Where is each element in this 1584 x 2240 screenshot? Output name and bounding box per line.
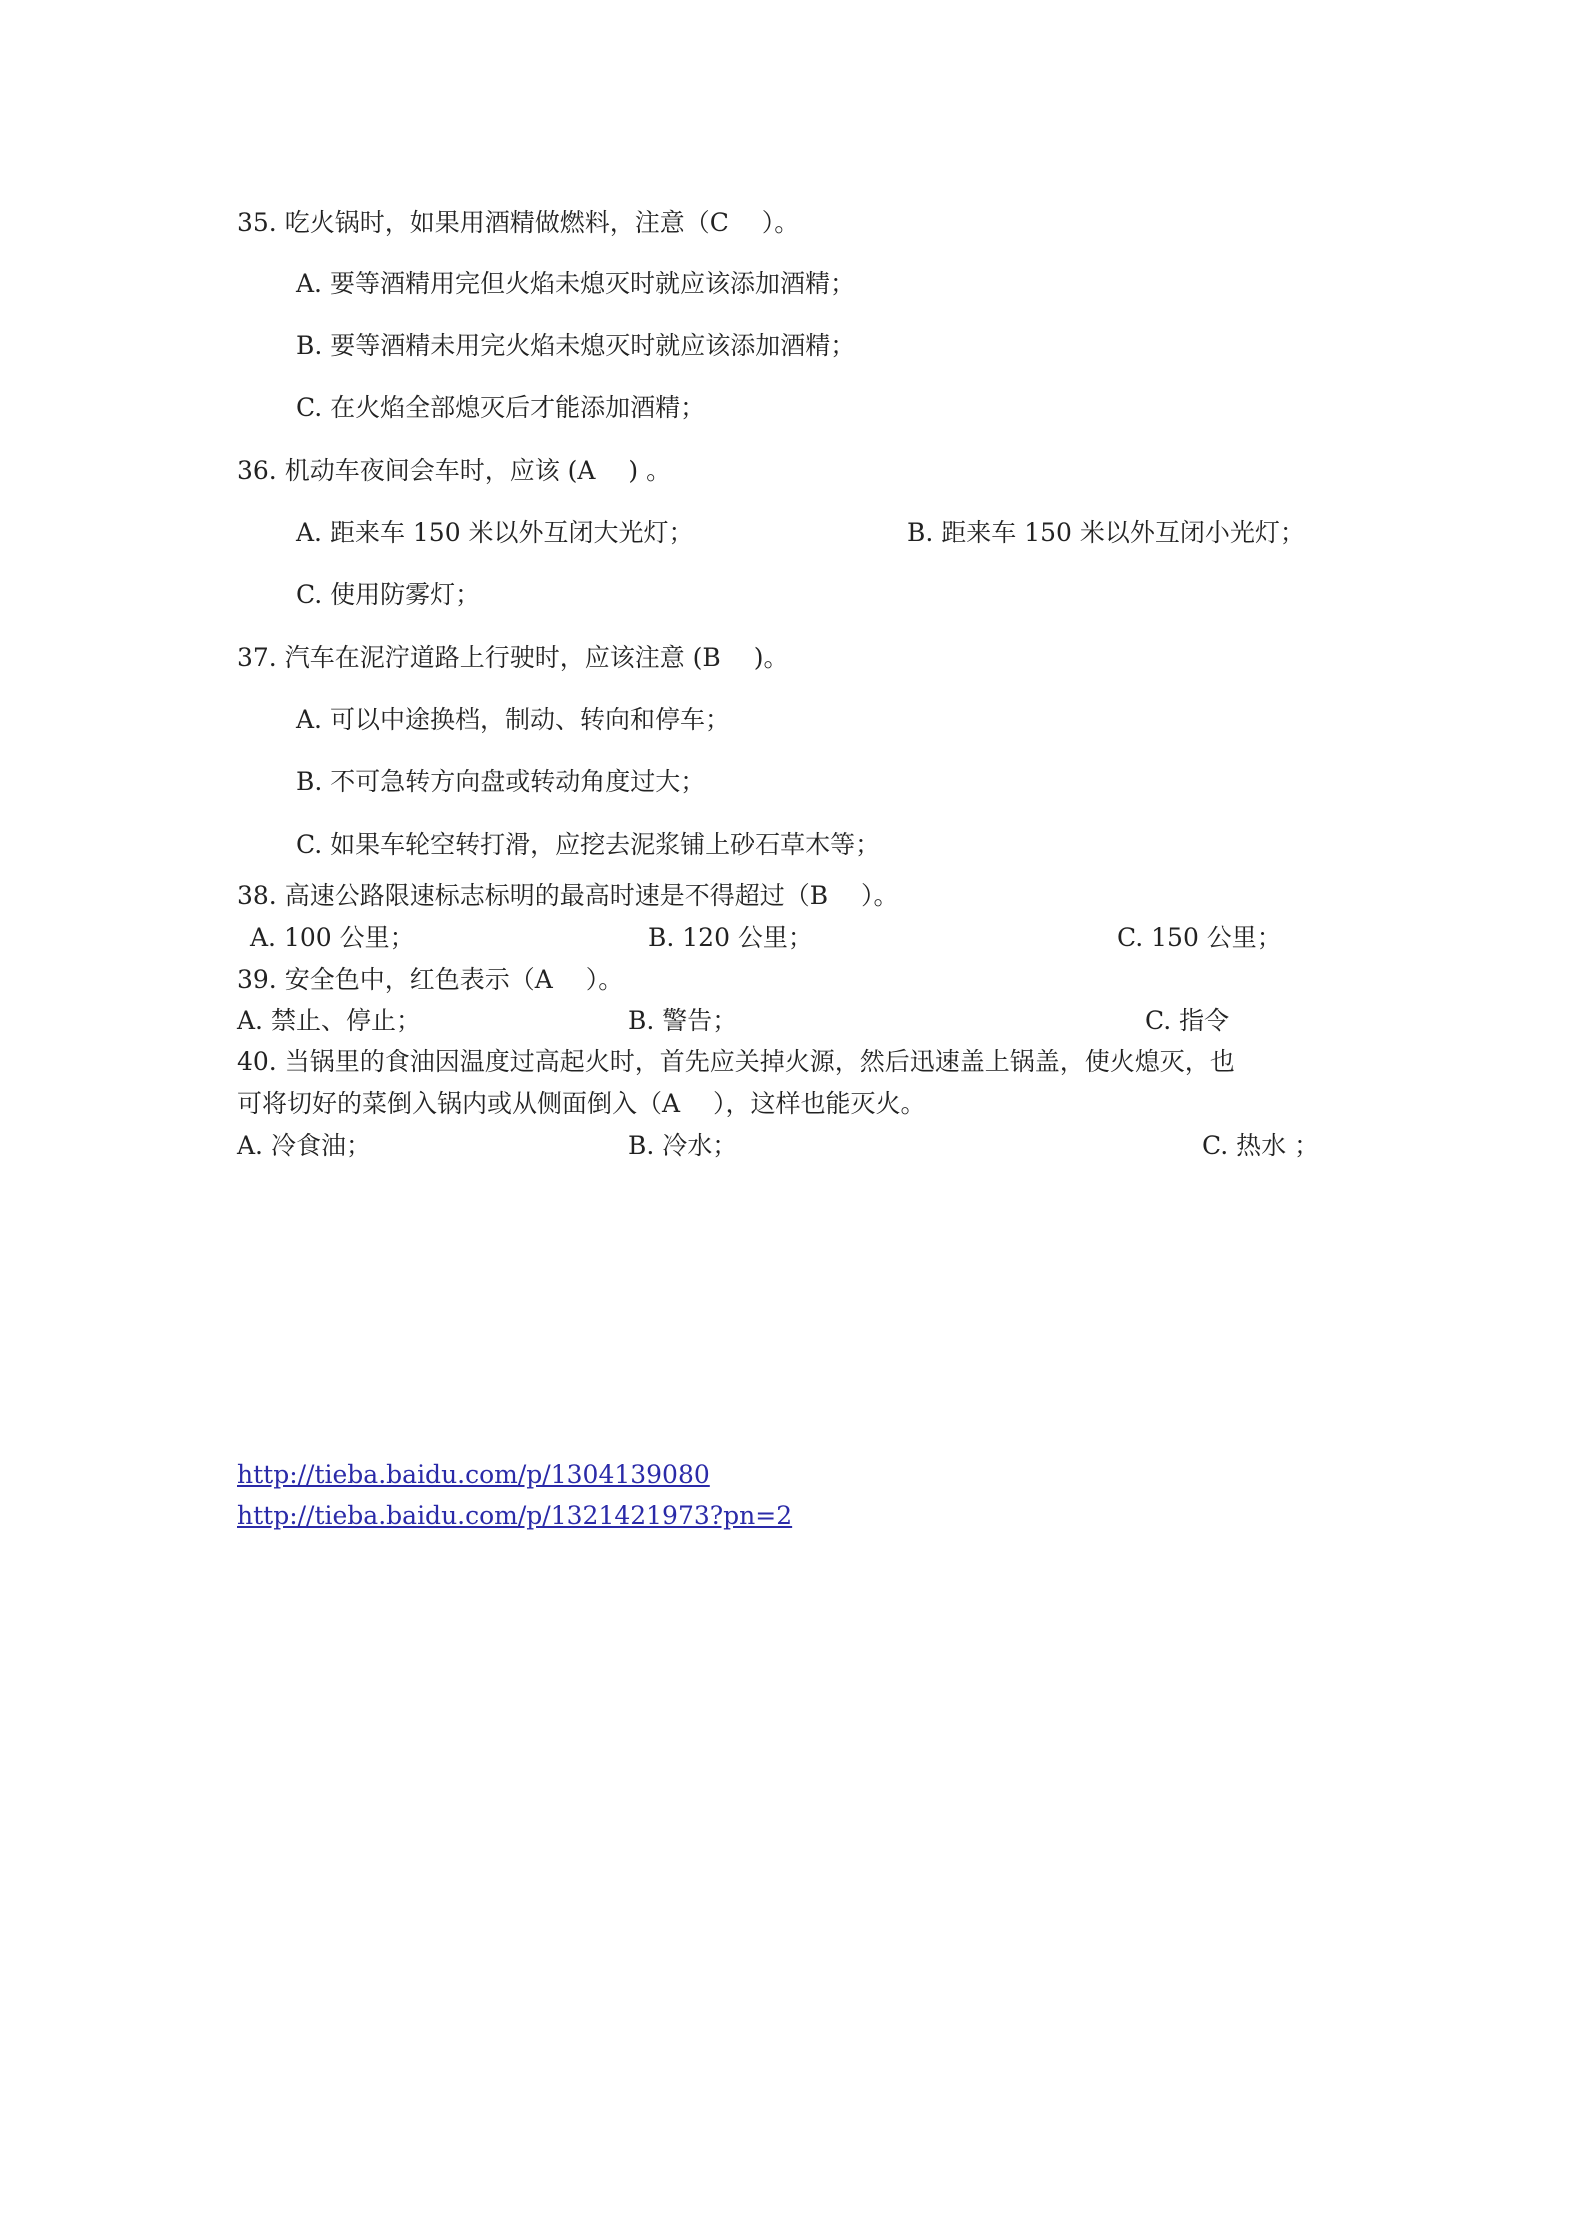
question-35-option-a: A. 要等酒精用完但火焰未熄灭时就应该添加酒精；: [296, 269, 855, 298]
question-40-stem-line-1: 40. 当锅里的食油因温度过高起火时，首先应关掉火源，然后迅速盖上锅盖，使火熄灭，也: [237, 1047, 1235, 1076]
question-38-option-c: C. 150 公里；: [1117, 923, 1282, 952]
question-36-option-b: B. 距来车 150 米以外互闭小光灯；: [907, 518, 1305, 547]
question-35-stem: 35. 吃火锅时，如果用酒精做燃料，注意（C ）。: [237, 208, 800, 237]
question-38-stem: 38. 高速公路限速标志标明的最高时速是不得超过（B ）。: [237, 881, 899, 910]
question-37-option-a: A. 可以中途换档，制动、转向和停车；: [296, 705, 730, 734]
question-40-option-c: C. 热水 ；: [1202, 1131, 1320, 1160]
question-38-option-a: A. 100 公里；: [250, 923, 415, 952]
source-link-2[interactable]: http://tieba.baidu.com/p/1321421973?pn=2: [237, 1501, 793, 1530]
question-37-stem: 37. 汽车在泥泞道路上行驶时，应该注意 (B )。: [237, 643, 789, 672]
question-40-option-a: A. 冷食油；: [237, 1131, 371, 1160]
question-36-option-c: C. 使用防雾灯；: [296, 580, 481, 609]
question-37-option-c: C. 如果车轮空转打滑，应挖去泥浆铺上砂石草木等；: [296, 830, 881, 859]
question-35-option-c: C. 在火焰全部熄灭后才能添加酒精；: [296, 393, 706, 422]
question-40-stem-line-2: 可将切好的菜倒入锅内或从侧面倒入（A ），这样也能灭火。: [237, 1089, 926, 1118]
source-link-1[interactable]: http://tieba.baidu.com/p/1304139080: [237, 1460, 710, 1489]
question-39-option-b: B. 警告；: [628, 1006, 738, 1035]
question-37-option-b: B. 不可急转方向盘或转动角度过大；: [296, 767, 706, 796]
question-38-option-b: B. 120 公里；: [648, 923, 813, 952]
question-35-option-b: B. 要等酒精未用完火焰未熄灭时就应该添加酒精；: [296, 331, 856, 360]
question-36-option-a: A. 距来车 150 米以外互闭大光灯；: [296, 518, 694, 547]
question-39-option-c: C. 指令: [1145, 1006, 1230, 1035]
question-39-stem: 39. 安全色中，红色表示（A ）。: [237, 965, 624, 994]
question-40-option-b: B. 冷水；: [628, 1131, 738, 1160]
question-39-option-a: A. 禁止、停止；: [237, 1006, 421, 1035]
question-36-stem: 36. 机动车夜间会车时，应该 (A ) 。: [237, 456, 672, 485]
